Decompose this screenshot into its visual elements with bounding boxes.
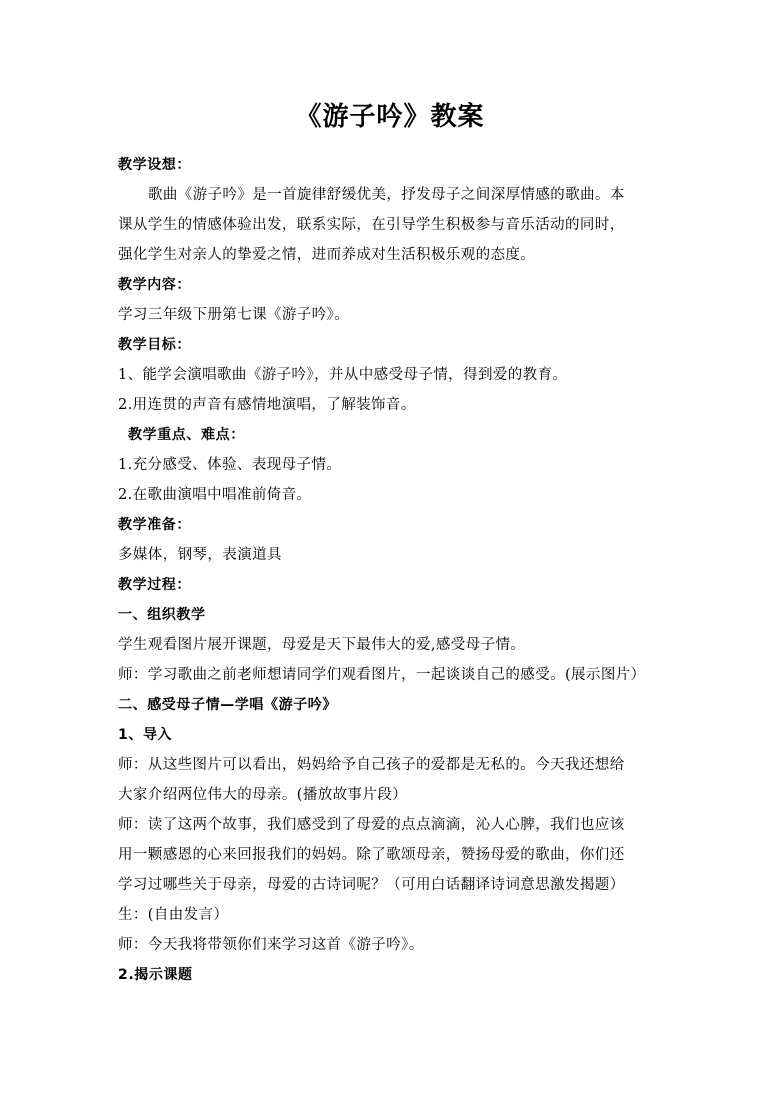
heading-preparation: 教学准备：	[118, 517, 191, 533]
goal-item: 2.用连贯的声音有感情地演唱，了解装饰音。	[118, 397, 416, 413]
key-point-item: 2.在歌曲演唱中唱准前倚音。	[118, 487, 312, 503]
heading-teaching-content: 教学内容：	[118, 277, 191, 293]
goal-item: 1、能学会演唱歌曲《游子吟》，并从中感受母子情，得到爱的教育。	[118, 367, 568, 383]
paragraph-line: 课从学生的情感体验出发，联系实际，在引导学生积极参与音乐活动的同时，	[118, 217, 625, 233]
document-title: 《游子吟》教案	[295, 102, 485, 132]
section-heading: 一、组织教学	[118, 607, 206, 623]
key-point-item: 1.充分感受、体验、表现母子情。	[118, 457, 342, 473]
paragraph-line: 多媒体，钢琴，表演道具	[118, 547, 282, 563]
paragraph-line: 歌曲《游子吟》是一首旋律舒缓优美，抒发母子之间深厚情感的歌曲。本	[148, 187, 625, 203]
paragraph-line: 师：学习歌曲之前老师想请同学们观看图片，一起谈谈自己的感受。(展示图片）	[118, 667, 646, 683]
paragraph-line: 师：从这些图片可以看出，妈妈给予自己孩子的爱都是无私的。今天我还想给	[118, 757, 625, 773]
paragraph-line: 学生观看图片展开课题，母爱是天下最伟大的爱,感受母子情。	[118, 637, 526, 653]
document-body	[118, 150, 678, 990]
paragraph-line: 学习三年级下册第七课《游子吟》。	[118, 307, 350, 323]
paragraph-line: 学习过哪些关于母亲，母爱的古诗词呢？（可用白话翻译诗词意思激发揭题）	[118, 877, 625, 893]
paragraph-line: 师：今天我将带领你们来学习这首《游子吟》。	[118, 937, 424, 953]
paragraph-line: 大家介绍两位伟大的母亲。(播放故事片段）	[118, 787, 408, 803]
heading-teaching-design: 教学设想：	[118, 157, 191, 173]
paragraph-line: 强化学生对亲人的挚爱之情，进而养成对生活积极乐观的态度。	[118, 247, 536, 263]
paragraph-line: 生：(自由发言）	[118, 907, 229, 923]
subsection-heading: 2.揭示课题	[118, 967, 193, 983]
heading-key-points: 教学重点、难点：	[128, 427, 245, 443]
heading-teaching-process: 教学过程：	[118, 577, 191, 593]
subsection-heading: 1、导入	[118, 727, 173, 743]
paragraph-line: 用一颗感恩的心来回报我们的妈妈。除了歌颂母亲，赞扬母爱的歌曲，你们还	[118, 847, 625, 863]
heading-teaching-goals: 教学目标：	[118, 337, 191, 353]
section-heading: 二、感受母子情—学唱《游子吟》	[118, 697, 337, 713]
paragraph-line: 师：读了这两个故事，我们感受到了母爱的点点滴滴，沁人心脾，我们也应该	[118, 817, 625, 833]
